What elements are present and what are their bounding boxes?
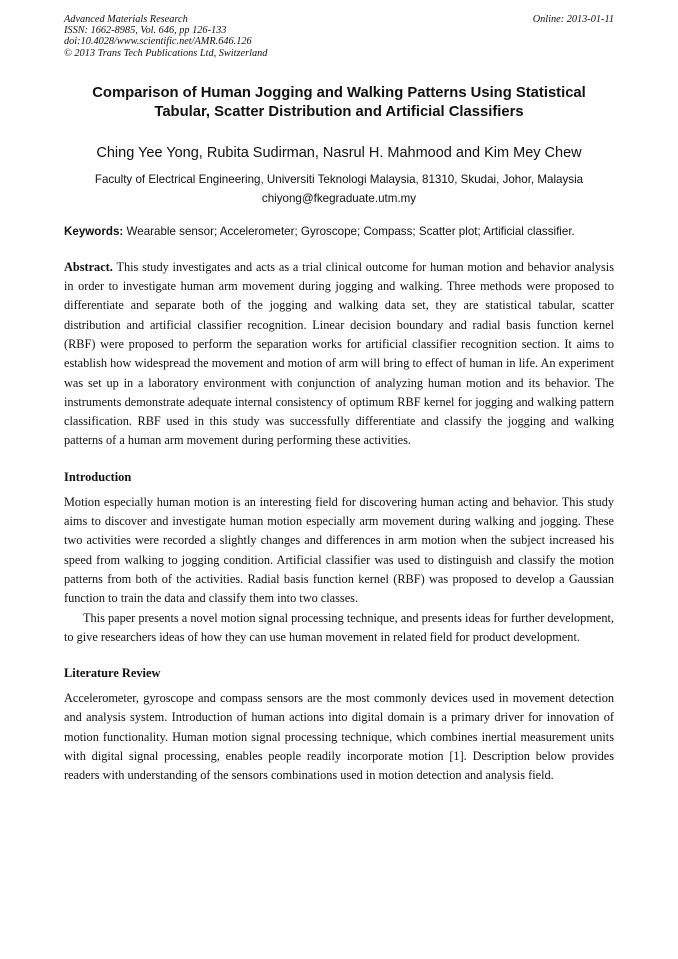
keywords-text: Wearable sensor; Accelerometer; Gyroscope; Compass; Scatter plot; Artificial classifier. [126,224,575,238]
copyright-line: © 2013 Trans Tech Publications Ltd, Switzerland [64,47,268,59]
keywords [64,223,614,240]
publication-info [64,14,267,59]
abstract-label: Abstract. [64,259,113,274]
title-line-1: Comparison of Human Jogging and Walking Patterns Using Statistical [92,84,586,101]
journal-name: Advanced Materials Research [64,14,188,25]
publication-header [64,14,614,59]
abstract-text: This study investigates and acts as a trial clinical outcome for human motion and behavior analysis in order to investigate human arm movement during jogging and walking. Three methods were proposed to differentiate and separate both of the jogging and walking data set, they are statistical tabular, scatter distribution and artificial classifier recognition. Linear decision boundary and radial basis function kernel (RBF) were proposed to perform the separation works for artificial classifier recognition section. It aims to establish how widespread the movement and motion of arm will bring to effect of human in life. An experiment was set up in a laboratory environment with conjunction of analyzing human motion and its behavior. The instruments demonstrate adequate internal consistency of optimum RBF kernel for jogging and walking pattern classification. RBF used in this study was successfully differentiate and classify the jogging and walking patterns of a human arm movement during performing these activities. [64,259,614,448]
doi-line: doi:10.4028/www.scientific.net/AMR.646.126 [64,36,252,48]
abstract [64,258,614,451]
author-email: chiyong@fkegraduate.utm.my [261,191,417,205]
online-date: Online: 2013-01-11 [532,14,614,25]
paper-page [64,14,614,786]
author-list: Ching Yee Yong, Rubita Sudirman, Nasrul H. Mahmood and Kim Mey Chew [96,144,582,161]
introduction-heading: Introduction [64,469,132,484]
paper-title [64,84,614,122]
title-line-2: Tabular, Scatter Distribution and Artificial Classifiers [154,103,524,120]
literature-review-paragraph-1: Accelerometer, gyroscope and compass sensors are the most commonly devices used in movement detection and analysis system. Introduction of human actions into digital domain is a primary driver for innovation of motion functionality. Human motion signal processing technique, which combines inertial measurement units with digital signal processing, enables people readily incorporate motion [1]. Description below provides readers with understanding of the sensors combinations used in motion detection and analysis field. [64,691,614,783]
introduction-paragraph-1: Motion especially human motion is an interesting field for discovering human acting and behavior. This study aims to discover and investigate human motion especially arm movement during walking and jogging. These two activities were recorded a slightly changes and differences in arm motion when the subject increased his speed from walking to jogging condition. Artificial classifier was used to distinguish and classify the motion patterns from both of the activities. Radial basis function kernel (RBF) was proposed to develop a Gaussian function to train the data and classify them into two classes. [64,494,614,606]
literature-review-heading: Literature Review [64,666,161,681]
affiliation-block [64,170,614,208]
issn-line: ISSN: 1662-8985, Vol. 646, pp 126-133 [64,25,227,37]
keywords-label: Keywords: [64,224,124,238]
introduction-paragraph-2: This paper presents a novel motion signal processing technique, and presents ideas for further development, to give researchers ideas of how they can use human movement in related field for product development. [64,610,614,644]
affiliation-text: Faculty of Electrical Engineering, Universiti Teknologi Malaysia, 81310, Skudai, Johor, Malaysia [94,172,584,186]
